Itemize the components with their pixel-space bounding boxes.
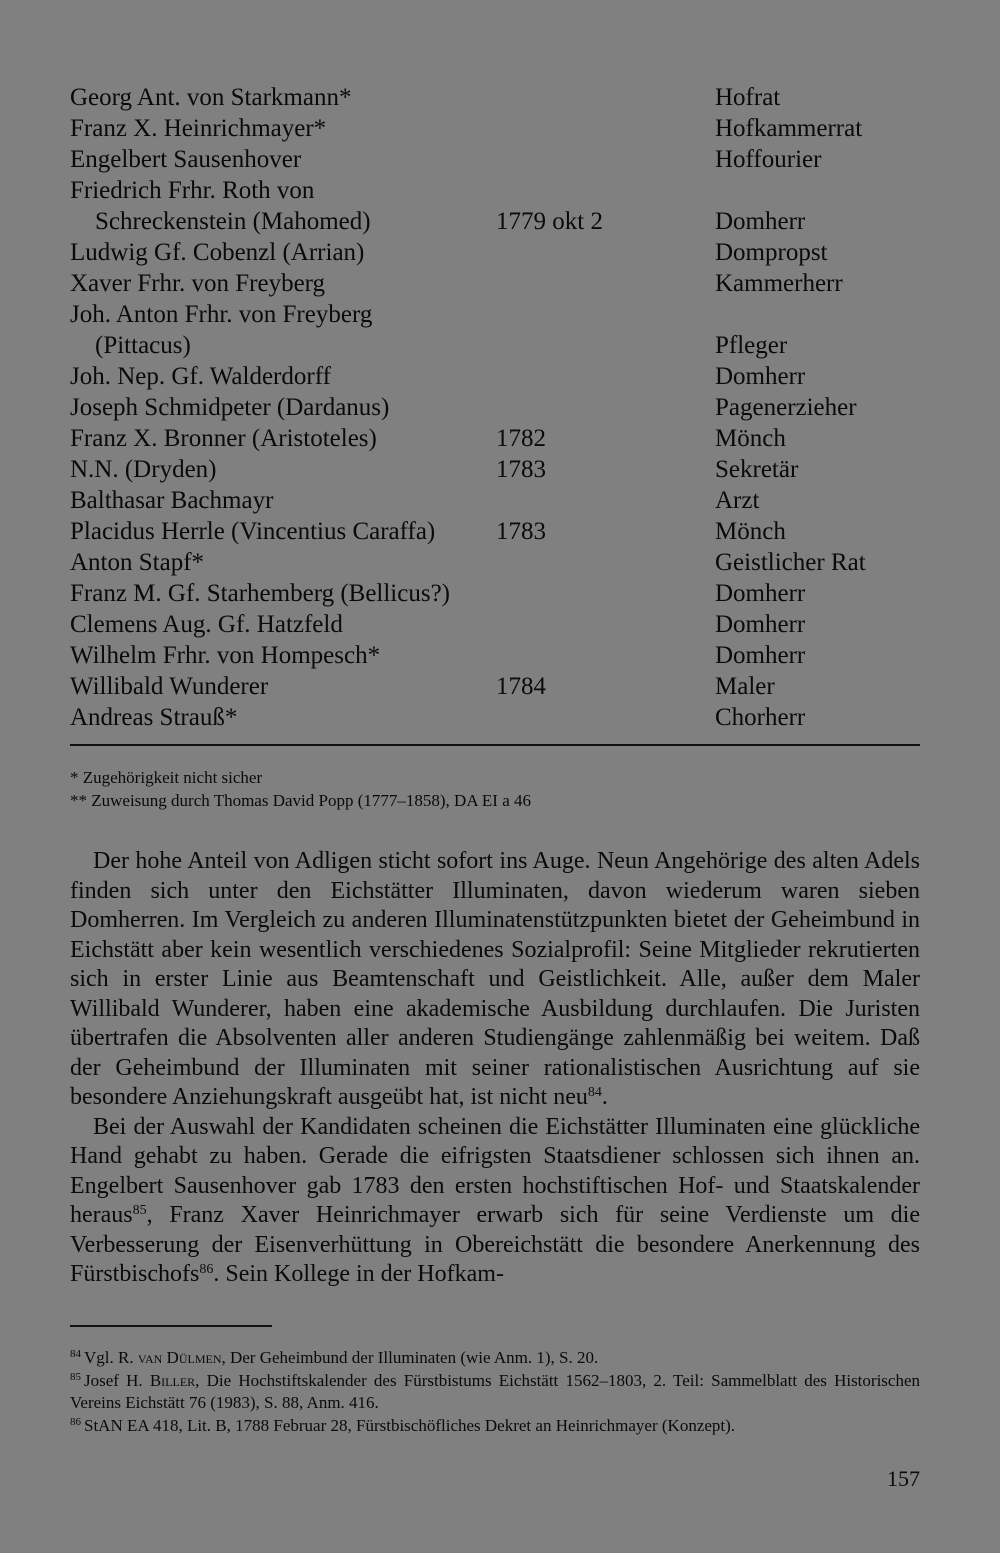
member-role: Maler	[715, 673, 775, 700]
member-role: Chorherr	[715, 704, 806, 731]
member-name: Ludwig Gf. Cobenzl (Arrian)	[70, 239, 365, 266]
body-text	[70, 847, 920, 1290]
member-role: Kammerherr	[715, 270, 843, 297]
member-row	[70, 640, 930, 671]
member-name: (Pittacus)	[95, 332, 191, 359]
member-role: Sekretär	[715, 456, 799, 483]
member-row	[70, 113, 930, 144]
paragraph: Der hohe Anteil von Adligen sticht sofort ins Auge. Neun Angehörige des alten Adels finden sich unter den Eichstätter Illuminaten, davon wiederum waren sieben Domherren. Im Vergleich zu anderen Illuminatenstützpunkten bietet der Geheimbund in Eichstätt aber kein wesentlich verschiedenes Sozialprofil: Seine Mitglieder rekrutierten sich in erster Linie aus Beamtenschaft und Geistlichkeit. Alle, außer dem Maler Willibald Wunderer, haben eine akademische Ausbildung durchlaufen. Die Juristen übertrafen die Absolventen aller anderen Studiengänge zahlenmäßig bei weitem. Daß der Geheimbund der Illuminaten mit seiner rationalistischen Ausrichtung auf sie besondere Anziehungskraft ausgeübt hat, ist nicht neu$^{84}$.	[70, 848, 920, 1110]
member-row	[70, 361, 930, 392]
member-role: Pagenerzieher	[715, 394, 857, 421]
footnote: $^{85}$ Josef H. Biller, Die Hochstiftskalender des Fürstbistums Eichstätt 1562–1803, 2. Teil: Sammelblatt des Historischen Vereins Eichstätt 76 (1983), S. 88, Anm. 416.	[70, 1370, 920, 1412]
member-row	[70, 330, 930, 361]
member-role: Hofrat	[715, 84, 781, 111]
member-name: Balthasar Bachmayr	[70, 487, 274, 514]
member-name: Joh. Anton Frhr. von Freyberg	[70, 301, 373, 328]
member-role: Hoffourier	[715, 146, 822, 173]
member-role: Mönch	[715, 425, 786, 452]
member-row	[70, 578, 930, 609]
member-name: Placidus Herrle (Vincentius Caraffa)	[70, 518, 436, 545]
member-row	[70, 423, 930, 454]
footnote-rule	[70, 1325, 272, 1327]
footnote-ref: 85	[132, 1203, 147, 1218]
table-rule	[70, 744, 920, 746]
member-row	[70, 516, 930, 547]
member-row	[70, 206, 930, 237]
member-role: Domherr	[715, 611, 806, 638]
paragraph: Bei der Auswahl der Kandidaten scheinen die Eichstätter Illuminaten eine glückliche Hand gehabt zu haben. Gerade die eifrigsten Staatsdiener schlossen sich ihnen an. Engelbert Sausenhover gab 1783 den ersten hochstiftischen Hof- und Staatskalender heraus$^{85}$, Franz Xaver Heinrichmayer erwarb sich für seine Verdienste um die Verbesserung der Eisenverhüttung in Obereichstätt die besondere Anerkennung des Fürstbischofs$^{86}$. Sein Kollege in der Hofkam-	[70, 1113, 920, 1287]
member-name: Franz M. Gf. Starhemberg (Bellicus?)	[70, 580, 450, 607]
member-name: Joseph Schmidpeter (Dardanus)	[70, 394, 390, 421]
member-row	[70, 485, 930, 516]
table-note: * Zugehörigkeit nicht sicher	[70, 768, 263, 787]
member-name: Clemens Aug. Gf. Hatzfeld	[70, 611, 343, 638]
member-date: 1779 okt 2	[496, 208, 603, 235]
member-table	[70, 82, 930, 733]
table-note: ** Zuweisung durch Thomas David Popp (1777–1858), DA EI a 46	[70, 791, 531, 810]
member-role: Dompropst	[715, 239, 828, 266]
member-name: Friedrich Frhr. Roth von	[70, 177, 315, 204]
member-date: 1782	[496, 425, 546, 452]
member-role: Domherr	[715, 208, 806, 235]
member-role: Domherr	[715, 642, 806, 669]
footnote: $^{84}$ Vgl. R. van Dülmen, Der Geheimbund der Illuminaten (wie Anm. 1), S. 20.	[70, 1348, 599, 1367]
member-row	[70, 671, 930, 702]
member-row	[70, 144, 930, 175]
member-role: Arzt	[715, 487, 760, 514]
member-row	[70, 82, 930, 113]
member-date: 1783	[496, 518, 546, 545]
member-name: Joh. Nep. Gf. Walderdorff	[70, 363, 331, 390]
member-date: 1783	[496, 456, 546, 483]
member-row	[70, 299, 930, 330]
member-row	[70, 609, 930, 640]
member-row	[70, 702, 930, 733]
member-name: Franz X. Heinrichmayer*	[70, 115, 327, 142]
table-notes	[70, 766, 531, 812]
member-name: Anton Stapf*	[70, 549, 205, 576]
member-role: Domherr	[715, 580, 806, 607]
member-name: Willibald Wunderer	[70, 673, 269, 700]
footnote-ref: 86	[199, 1262, 214, 1277]
member-name: Andreas Strauß*	[70, 704, 238, 731]
member-name: N.N. (Dryden)	[70, 456, 217, 483]
member-row	[70, 237, 930, 268]
footnote-ref: 84	[587, 1085, 602, 1100]
member-row	[70, 392, 930, 423]
member-role: Mönch	[715, 518, 786, 545]
page-number: 157	[887, 1466, 920, 1491]
member-row	[70, 268, 930, 299]
member-name: Georg Ant. von Starkmann*	[70, 84, 352, 111]
member-row	[70, 175, 930, 206]
member-role: Hofkammerrat	[715, 115, 863, 142]
member-role: Geistlicher Rat	[715, 549, 866, 576]
member-role: Domherr	[715, 363, 806, 390]
footnote: $^{86}$ StAN EA 418, Lit. B, 1788 Februar 28, Fürstbischöfliches Dekret an Heinrichmayer (Konzept).	[70, 1415, 736, 1435]
member-name: Schreckenstein (Mahomed)	[95, 208, 371, 235]
footnotes	[70, 1347, 920, 1437]
member-role: Pfleger	[715, 332, 788, 359]
member-name: Franz X. Bronner (Aristoteles)	[70, 425, 377, 452]
member-date: 1784	[496, 673, 546, 700]
member-row	[70, 454, 930, 485]
member-row	[70, 547, 930, 578]
member-name: Xaver Frhr. von Freyberg	[70, 270, 326, 297]
member-name: Engelbert Sausenhover	[70, 146, 302, 173]
member-name: Wilhelm Frhr. von Hompesch*	[70, 642, 381, 669]
